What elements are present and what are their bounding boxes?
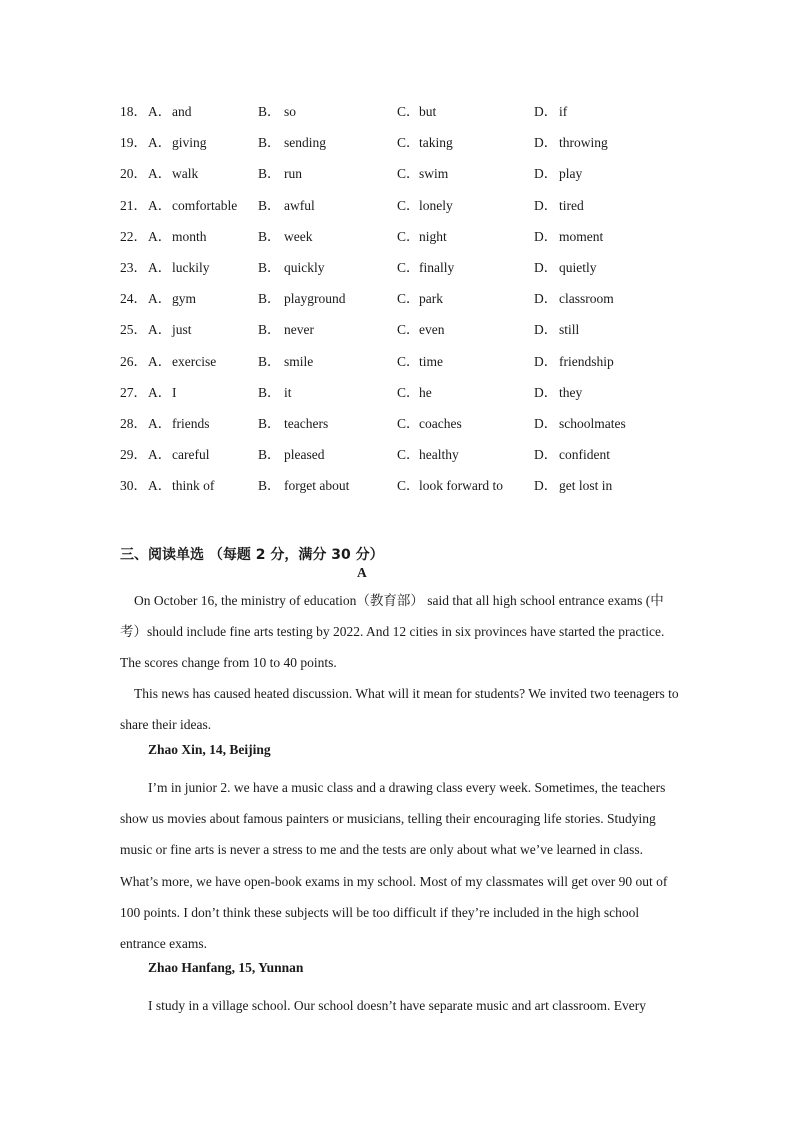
question-number: 30． [120,478,147,494]
question-row [120,383,680,414]
option-text: forget about [284,478,350,494]
option-c [397,383,432,403]
option-letter: B． [258,478,281,494]
option-text: finally [419,259,455,275]
option-d [534,196,584,216]
option-text: walk [172,166,199,182]
option-text: but [419,104,437,119]
option-d [534,320,579,340]
question-number: 29． [120,447,147,463]
option-b [258,133,326,153]
option-d [534,352,614,372]
option-letter: B． [258,228,281,244]
option-letter: A． [148,415,172,431]
option-text: gym [172,291,197,307]
option-letter: D． [534,135,558,151]
option-text: I [172,384,177,400]
option-text: play [559,166,583,182]
option-b [258,227,312,247]
option-letter: A． [148,197,172,213]
option-letter: A． [148,322,172,338]
option-c [397,476,503,496]
passage-paragraph-1: On October 16, the ministry of education（教育部） said that all high school entrance exams (中考）should include fine arts testing by 2022. And 12 cities in six provinces have started the practice. The scores change from 10 to 40 points. [120,593,665,671]
option-d [534,445,610,465]
question-row [120,196,680,227]
option-letter: C． [397,384,420,400]
option-b [258,414,328,434]
option-text: exercise [172,353,217,369]
option-a [148,164,198,184]
option-text: pleased [284,447,325,463]
option-a [148,352,216,372]
option-letter: B． [258,447,281,463]
question-row [120,320,680,351]
option-text: time [419,353,443,369]
option-text: comfortable [172,197,238,213]
option-letter: A． [148,478,172,494]
option-letter: D． [534,447,558,463]
passage-paragraph-4: I study in a village school. Our school doesn’t have separate music and art classroom. Every [148,998,646,1013]
option-letter: A． [148,259,172,275]
option-a [148,476,214,496]
option-b [258,102,296,122]
option-text: throwing [559,135,608,151]
option-c [397,227,447,247]
option-c [397,133,453,153]
option-text: he [419,384,432,400]
option-text: run [284,166,302,182]
option-c [397,258,454,278]
student-name-2: Zhao Hanfang, 15, Yunnan [148,960,304,975]
option-letter: D． [534,478,558,494]
option-c [397,414,462,434]
option-b [258,258,325,278]
option-letter: D． [534,259,558,275]
option-text: confident [559,447,610,463]
option-letter: B． [258,104,281,119]
option-a [148,133,207,153]
question-number: 22． [120,228,147,244]
option-d [534,289,614,309]
passage-paragraph-3: I’m in junior 2. we have a music class and a drawing class every week. Sometimes, the teachers show us movies about famous painters or musicians, telling their encouraging life stories. Studying music or fine arts is never a stress to me and the tests are only about what we’ve learned in class. What’s more, we have open-book exams in my school. Most of my classmates will get over 90 out of 100 points. I don’t think these subjects will be too difficult if they’re included in the high school entrance exams. [120,780,668,952]
option-a [148,383,177,403]
answer-options-table [120,102,680,507]
option-a [148,258,210,278]
option-letter: B． [258,384,281,400]
option-letter: D． [534,322,558,338]
option-letter: D． [534,291,558,307]
passage-label: A [357,565,367,580]
option-d [534,227,603,247]
option-d [534,258,597,278]
option-c [397,445,459,465]
option-letter: C． [397,415,420,431]
option-b [258,383,292,403]
option-letter: A． [148,384,172,400]
question-row [120,227,680,258]
option-c [397,196,453,216]
option-letter: C． [397,353,420,369]
question-row [120,289,680,320]
option-text: playground [284,291,346,307]
option-b [258,196,315,216]
option-b [258,445,324,465]
option-text: teachers [284,415,329,431]
option-letter: C． [397,478,420,494]
option-a [148,320,192,340]
question-number: 28． [120,415,147,431]
option-text: giving [172,135,207,151]
option-letter: A． [148,353,172,369]
option-text: coaches [419,415,462,431]
option-text: classroom [559,291,614,307]
question-row [120,102,680,133]
option-text: awful [284,197,315,213]
question-row [120,414,680,445]
option-b [258,320,314,340]
option-text: careful [172,447,210,463]
option-text: friends [172,415,210,431]
option-b [258,164,302,184]
option-b [258,289,346,309]
option-text: never [284,322,314,338]
option-letter: D． [534,353,558,369]
question-number: 26． [120,353,147,369]
option-letter: D． [534,384,558,400]
question-number: 20． [120,166,147,182]
option-letter: B． [258,415,281,431]
question-row [120,352,680,383]
option-c [397,102,436,122]
option-c [397,352,443,372]
option-text: luckily [172,259,210,275]
option-text: smile [284,353,314,369]
option-text: they [559,384,583,400]
section-title: 三、阅读单选 （每题 2 分，满分 30 分） [120,547,384,563]
option-letter: D． [534,228,558,244]
option-letter: A． [148,228,172,244]
question-row [120,476,680,507]
option-letter: C． [397,228,420,244]
option-letter: C． [397,135,420,151]
option-text: look forward to [419,478,503,494]
option-text: still [559,322,580,338]
option-d [534,414,626,434]
option-text: night [419,228,447,244]
option-b [258,352,313,372]
option-text: so [284,104,297,119]
option-letter: B． [258,353,281,369]
option-letter: C． [397,291,420,307]
option-c [397,289,443,309]
option-text: think of [172,478,215,494]
option-letter: D． [534,415,558,431]
option-a [148,445,209,465]
option-d [534,164,582,184]
option-text: lonely [419,197,453,213]
option-letter: D． [534,197,558,213]
option-letter: B． [258,166,281,182]
option-text: taking [419,135,453,151]
option-letter: A． [148,166,172,182]
option-letter: C． [397,322,420,338]
option-letter: C． [397,447,420,463]
option-letter: A． [148,291,172,307]
question-number: 27． [120,384,147,400]
option-d [534,102,567,122]
option-letter: B． [258,135,281,151]
option-a [148,102,192,122]
option-d [534,476,612,496]
option-a [148,227,207,247]
option-a [148,414,210,434]
option-letter: B． [258,291,281,307]
question-row [120,133,680,164]
option-text: if [559,104,568,119]
option-letter: C． [397,104,420,119]
option-letter: A． [148,135,172,151]
option-letter: B． [258,322,281,338]
option-text: healthy [419,447,459,463]
option-text: get lost in [559,478,613,494]
option-text: quickly [284,259,325,275]
option-letter: C． [397,166,420,182]
option-text: and [172,104,192,119]
option-text: quietly [559,259,597,275]
option-text: month [172,228,207,244]
question-number: 24． [120,291,147,307]
option-letter: A． [148,447,172,463]
option-letter: B． [258,259,281,275]
option-a [148,289,196,309]
option-d [534,383,582,403]
option-letter: C． [397,259,420,275]
option-text: just [172,322,192,338]
question-number: 19． [120,135,147,151]
question-row [120,445,680,476]
option-text: even [419,322,445,338]
passage-paragraph-2: This news has caused heated discussion. What will it mean for students? We invited two teenagers to share their ideas. [120,686,679,733]
option-c [397,320,444,340]
option-text: it [284,384,292,400]
option-text: swim [419,166,449,182]
option-a [148,196,237,216]
option-letter: D． [534,104,558,119]
option-c [397,164,448,184]
question-number: 18． [120,104,147,119]
question-row [120,258,680,289]
option-b [258,476,349,496]
option-letter: B． [258,197,281,213]
question-row [120,164,680,195]
option-text: moment [559,228,604,244]
option-text: sending [284,135,326,151]
option-letter: D． [534,166,558,182]
student-name-1: Zhao Xin, 14, Beijing [148,742,271,757]
option-text: park [419,291,443,307]
question-number: 23． [120,259,147,275]
question-number: 21． [120,197,147,213]
option-letter: C． [397,197,420,213]
question-number: 25． [120,322,147,338]
option-text: friendship [559,353,614,369]
option-text: schoolmates [559,415,626,431]
option-letter: A． [148,104,172,119]
option-text: tired [559,197,584,213]
option-text: week [284,228,313,244]
option-d [534,133,608,153]
